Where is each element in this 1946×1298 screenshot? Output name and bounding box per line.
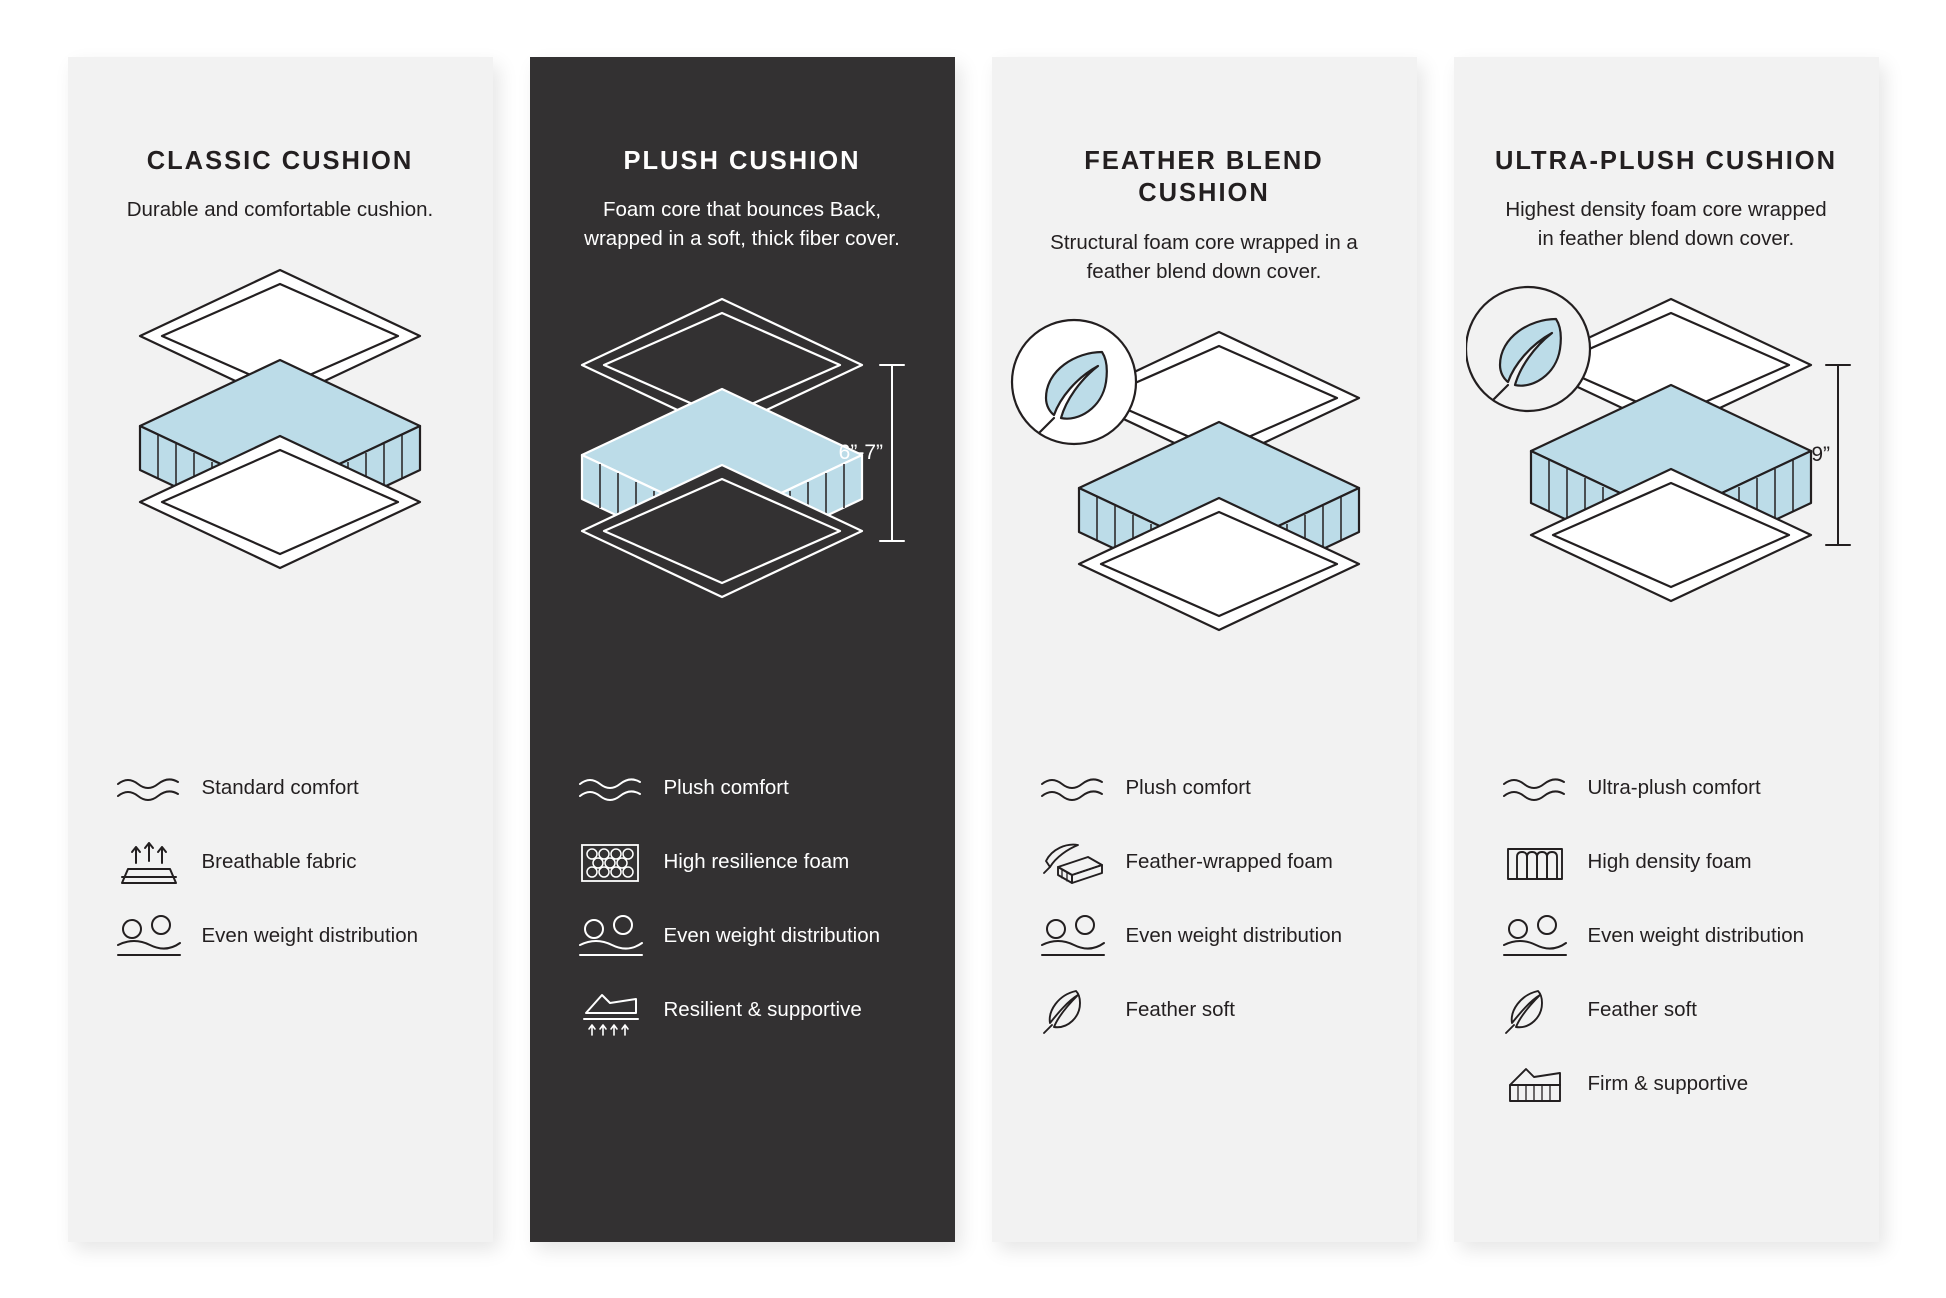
list-item <box>1500 757 1843 821</box>
list-item <box>1500 1053 1843 1117</box>
list-item <box>1500 979 1843 1043</box>
feature-label: Even weight distribution <box>663 924 881 948</box>
feature-label: Feather-wrapped foam <box>1125 850 1333 874</box>
page-title: CLASSIC CUSHION <box>146 146 414 175</box>
feature-label: Plush comfort <box>1125 776 1251 800</box>
cushion-diagram-classic <box>68 250 493 580</box>
card-description: Foam core that bounces Back, wrapped in a soft, thick fiber cover. <box>584 198 900 251</box>
card-feather-blend-cushion[interactable] <box>992 57 1417 1242</box>
waves-icon <box>1500 761 1578 817</box>
cushion-diagram-plush <box>530 279 955 609</box>
list-item <box>576 757 919 821</box>
list-item <box>1038 979 1381 1043</box>
feature-label: Even weight distribution <box>1587 924 1805 948</box>
card-plush-cushion[interactable] <box>530 57 955 1242</box>
page-title: PLUSH CUSHION <box>623 146 861 175</box>
feature-label: Standard comfort <box>201 776 359 800</box>
list-item <box>1500 905 1843 969</box>
even-weight-icon <box>1038 909 1116 965</box>
list-item <box>576 831 919 895</box>
feature-label: High resilience foam <box>663 850 850 874</box>
honeycomb-foam-icon <box>576 835 654 891</box>
list-item <box>1038 757 1381 821</box>
feature-label: Breathable fabric <box>201 850 357 874</box>
list-item <box>576 979 919 1043</box>
cushion-diagram-ultra-plush <box>1454 279 1879 609</box>
dimension-label: 9” <box>1811 443 1830 467</box>
feather-icon <box>1038 983 1116 1039</box>
breathable-fabric-icon <box>114 835 192 891</box>
list-item <box>114 831 457 895</box>
list-item <box>114 905 457 969</box>
feature-label: Even weight distribution <box>1125 924 1343 948</box>
feather-icon <box>1500 983 1578 1039</box>
card-ultra-plush-cushion[interactable] <box>1454 57 1879 1242</box>
list-item <box>114 757 457 821</box>
list-item <box>576 905 919 969</box>
feature-label: Plush comfort <box>663 776 789 800</box>
feature-label: Ultra-plush comfort <box>1587 776 1761 800</box>
feature-label: High density foam <box>1587 850 1752 874</box>
feature-label: Firm & supportive <box>1587 1072 1749 1096</box>
dimension-label: 6”-7” <box>838 441 883 465</box>
card-description: Structural foam core wrapped in a feather blend down cover. <box>1050 230 1358 283</box>
card-description: Highest density foam core wrapped in feather blend down cover. <box>1505 198 1827 251</box>
list-item <box>1038 905 1381 969</box>
even-weight-icon <box>576 909 654 965</box>
feature-list-classic <box>68 757 493 979</box>
feature-list-feather-blend <box>992 757 1417 1053</box>
resilient-support-icon <box>576 983 654 1039</box>
firm-support-icon <box>1500 1057 1578 1113</box>
feather-wrapped-foam-icon <box>1038 835 1116 891</box>
waves-icon <box>114 761 192 817</box>
card-classic-cushion[interactable] <box>68 57 493 1242</box>
leaf-badge-icon <box>1466 287 1590 411</box>
list-item <box>1038 831 1381 895</box>
page-title: FEATHER BLEND CUSHION <box>1084 146 1324 208</box>
waves-icon <box>576 761 654 817</box>
card-description: Durable and comfortable cushion. <box>126 198 434 222</box>
feature-label: Feather soft <box>1587 998 1697 1022</box>
feature-label: Feather soft <box>1125 998 1235 1022</box>
high-density-foam-icon <box>1500 835 1578 891</box>
leaf-badge-icon <box>1012 320 1136 444</box>
cushion-diagram-feather-blend <box>992 312 1417 642</box>
feature-list-plush <box>530 757 955 1053</box>
feature-list-ultra-plush <box>1454 757 1879 1127</box>
waves-icon <box>1038 761 1116 817</box>
feature-label: Even weight distribution <box>201 924 419 948</box>
feature-label: Resilient & supportive <box>663 998 862 1022</box>
page-title: ULTRA-PLUSH CUSHION <box>1494 146 1838 175</box>
even-weight-icon <box>1500 909 1578 965</box>
even-weight-icon <box>114 909 192 965</box>
list-item <box>1500 831 1843 895</box>
